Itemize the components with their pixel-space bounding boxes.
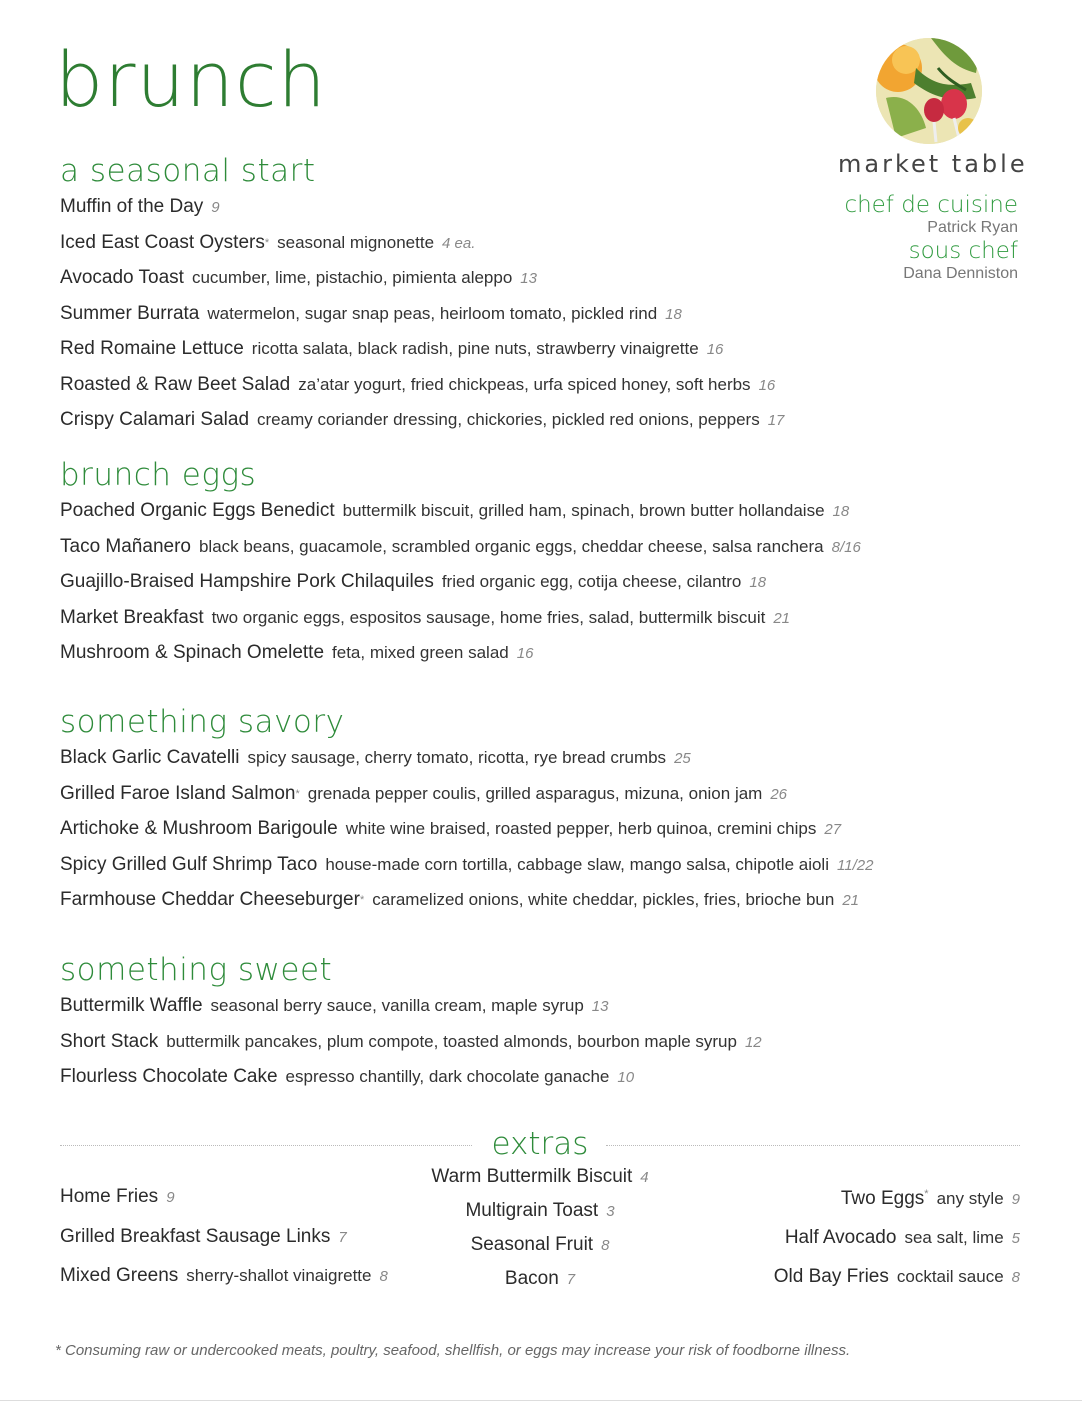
item-description: za’atar yogurt, fried chickpeas, urfa spiced honey, soft herbs <box>298 374 751 394</box>
item-name: Farmhouse Cheddar Cheeseburger <box>60 889 360 910</box>
item-price: 16 <box>758 376 776 394</box>
menu-item <box>60 500 1020 536</box>
item-name: Crispy Calamari Salad <box>60 409 250 430</box>
raw-item-asterisk: * <box>295 787 300 800</box>
item-price: 26 <box>770 785 788 803</box>
menu-item <box>60 642 1020 678</box>
item-description: house-made corn tortilla, cabbage slaw, mango salsa, chipotle aioli <box>325 854 829 874</box>
extras-header <box>60 1126 1020 1166</box>
item-description: two organic eggs, espositos sausage, home fries, salad, buttermilk biscuit <box>211 607 766 627</box>
item-description: buttermilk pancakes, plum compote, toasted almonds, bourbon maple syrup <box>166 1031 737 1051</box>
extras-item-name: Two Eggs <box>840 1188 925 1209</box>
item-price: 17 <box>767 412 785 429</box>
menu-item <box>60 571 1020 607</box>
item-name: Summer Burrata <box>60 302 200 324</box>
item-name: Buttermilk Waffle <box>60 995 203 1016</box>
extras-item-description: any style <box>936 1189 1004 1208</box>
extras-item-price: 4 <box>640 1169 649 1186</box>
item-name: Poached Organic Eggs Benedict <box>60 500 335 521</box>
menu-section <box>60 153 1020 445</box>
extras-item-name: Home Fries <box>60 1186 159 1207</box>
extras-item-price: 5 <box>1011 1230 1020 1247</box>
extras-item-description: sea salt, lime <box>904 1228 1004 1247</box>
item-description: seasonal mignonette <box>277 232 435 252</box>
raw-item-asterisk: * <box>264 236 270 249</box>
menu-item <box>60 196 1020 232</box>
extras-item-name: Seasonal Fruit <box>470 1234 594 1255</box>
section-title: brunch eggs <box>60 457 257 493</box>
item-name: Taco Mañanero <box>60 535 191 557</box>
bottom-divider <box>0 1400 1082 1401</box>
item-name: Roasted & Raw Beet Salad <box>60 373 291 395</box>
item-description: caramelized onions, white cheddar, pickles, fries, brioche bun <box>372 890 835 909</box>
extras-item-name: Grilled Breakfast Sausage Links <box>60 1225 331 1247</box>
menu-section <box>60 704 1020 925</box>
extras-item <box>340 1268 740 1302</box>
staff-name: Dana Denniston <box>903 265 1018 282</box>
menu-section <box>60 952 1020 1102</box>
item-name: Muffin of the Day <box>60 196 204 217</box>
extras-item <box>774 1266 1020 1305</box>
item-description: grenada pepper coulis, grilled asparagus, mizuna, onion jam <box>307 783 763 803</box>
section-title: something sweet <box>60 952 333 988</box>
menu-item <box>60 747 1020 783</box>
menu-item <box>60 995 1020 1031</box>
extras-center-column <box>340 1166 740 1302</box>
menu-item <box>60 267 1020 303</box>
item-description: spicy sausage, cherry tomato, ricotta, rye bread crumbs <box>247 748 667 767</box>
item-price: 4 ea. <box>442 234 476 252</box>
menu-item <box>60 232 1020 268</box>
staff-role: chef de cuisine <box>844 192 1018 218</box>
item-price: 21 <box>773 609 791 627</box>
logo-text: market table <box>838 150 1028 178</box>
item-price: 13 <box>520 270 537 287</box>
item-price: 18 <box>832 503 850 520</box>
extras-item-price: 3 <box>606 1203 615 1220</box>
extras-right-column <box>774 1188 1020 1305</box>
item-price: 21 <box>842 892 860 909</box>
extras-left-column <box>60 1186 388 1305</box>
item-price: 11/22 <box>837 856 874 874</box>
page-title: brunch <box>55 35 327 124</box>
extras-item-name: Half Avocado <box>784 1227 897 1248</box>
extras-item <box>774 1188 1020 1227</box>
extras-item-name: Old Bay Fries <box>773 1266 889 1287</box>
item-name: Market Breakfast <box>60 606 204 628</box>
item-name: Flourless Chocolate Cake <box>60 1066 278 1087</box>
menu-item <box>60 338 1020 374</box>
extras-item-price: 9 <box>1011 1191 1020 1208</box>
item-name: Mushroom & Spinach Omelette <box>60 642 325 663</box>
extras-item-price: 7 <box>566 1271 576 1288</box>
item-description: buttermilk biscuit, grilled ham, spinach, brown butter hollandaise <box>342 501 825 520</box>
item-name: Avocado Toast <box>60 267 184 288</box>
menu-item <box>60 374 1020 410</box>
extras-item <box>60 1226 388 1266</box>
item-description: creamy coriander dressing, chickories, pickled red onions, peppers <box>257 410 760 429</box>
item-description: cucumber, lime, pistachio, pimienta aleppo <box>191 268 513 287</box>
item-description: seasonal berry sauce, vanilla cream, maple syrup <box>210 996 584 1015</box>
item-description: fried organic egg, cotija cheese, cilantro <box>441 572 742 591</box>
section-title: a seasonal start <box>60 153 316 189</box>
extras-item <box>60 1186 388 1226</box>
staff-name: Patrick Ryan <box>927 219 1018 236</box>
extras-item-price: 8 <box>1011 1269 1020 1286</box>
menu-section <box>60 457 1020 678</box>
item-name: Red Romaine Lettuce <box>60 338 244 359</box>
item-name: Artichoke & Mushroom Barigoule <box>60 818 338 839</box>
extras-divider-right <box>606 1145 1020 1146</box>
item-price: 9 <box>211 199 220 216</box>
extras-item-name: Warm Buttermilk Biscuit <box>431 1166 633 1187</box>
extras-item <box>774 1227 1020 1266</box>
extras-item-name: Multigrain Toast <box>465 1200 599 1221</box>
extras-item-description: cocktail sauce <box>896 1267 1004 1286</box>
extras-item-price: 8 <box>601 1237 610 1254</box>
raw-item-asterisk: * <box>359 894 365 906</box>
item-price: 16 <box>516 645 534 662</box>
menu-item <box>60 409 1020 445</box>
item-price: 16 <box>706 341 724 358</box>
extras-item-price: 7 <box>338 1228 347 1246</box>
item-price: 18 <box>749 574 767 591</box>
item-name: Short Stack <box>60 1030 159 1052</box>
footnote: * Consuming raw or undercooked meats, poultry, seafood, shellfish, or eggs may increase your risk of foodborne illness. <box>55 1342 851 1359</box>
item-description: white wine braised, roasted pepper, herb quinoa, cremini chips <box>345 819 817 838</box>
extras-item <box>340 1234 740 1268</box>
item-description: ricotta salata, black radish, pine nuts, strawberry vinaigrette <box>251 339 699 358</box>
extras-item-name: Bacon <box>504 1268 559 1289</box>
extras-item-price: 8 <box>379 1268 388 1285</box>
menu-item <box>60 536 1020 572</box>
item-name: Spicy Grilled Gulf Shrimp Taco <box>60 853 318 875</box>
item-description: feta, mixed green salad <box>332 643 509 662</box>
item-description: watermelon, sugar snap peas, heirloom tomato, pickled rind <box>207 303 658 323</box>
menu-item <box>60 303 1020 339</box>
menu-item <box>60 854 1020 890</box>
menu-item <box>60 818 1020 854</box>
item-price: 13 <box>591 998 609 1015</box>
extras-item <box>60 1265 388 1305</box>
item-name: Grilled Faroe Island Salmon <box>60 782 296 804</box>
menu-item <box>60 889 1020 925</box>
extras-item <box>340 1200 740 1234</box>
extras-item-name: Mixed Greens <box>60 1265 179 1286</box>
item-name: Black Garlic Cavatelli <box>60 747 240 768</box>
extras-item-description: sherry-shallot vinaigrette <box>186 1266 372 1285</box>
item-price: 18 <box>665 305 682 323</box>
item-price: 25 <box>674 750 691 767</box>
item-price: 10 <box>617 1069 635 1086</box>
item-name: Iced East Coast Oysters <box>60 231 265 253</box>
menu-item <box>60 783 1020 819</box>
item-price: 12 <box>744 1033 762 1051</box>
item-price: 8/16 <box>831 538 861 556</box>
item-name: Guajillo-Braised Hampshire Pork Chilaquiles <box>60 571 434 592</box>
item-description: black beans, guacamole, scrambled organic eggs, cheddar cheese, salsa ranchera <box>198 536 824 556</box>
logo-vegetable-image <box>876 38 982 144</box>
extras-title: extras <box>491 1126 589 1162</box>
menu-item <box>60 1031 1020 1067</box>
section-title: something savory <box>60 704 345 740</box>
staff-role: sous chef <box>908 238 1018 264</box>
raw-item-asterisk: * <box>924 1188 929 1200</box>
extras-item-price: 9 <box>166 1189 175 1206</box>
item-price: 27 <box>824 821 842 838</box>
menu-item <box>60 607 1020 643</box>
menu-item <box>60 1066 1020 1102</box>
extras-item <box>340 1166 740 1200</box>
item-description: espresso chantilly, dark chocolate ganache <box>285 1067 610 1086</box>
